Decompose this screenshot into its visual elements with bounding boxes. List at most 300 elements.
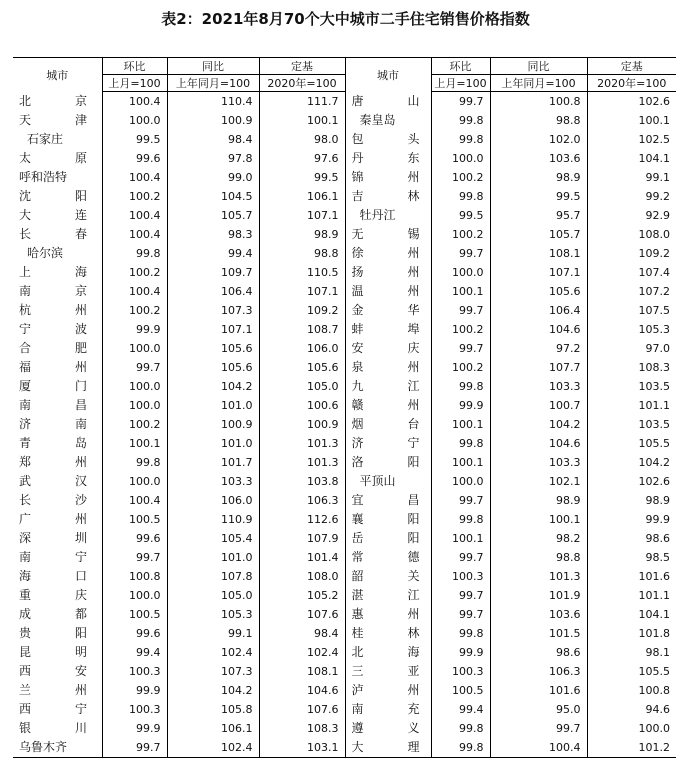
header-base-right: 定基: [587, 58, 676, 75]
base-value-right: 102.6: [587, 472, 676, 491]
base-value-left: 98.8: [259, 244, 345, 263]
base-value-right: 107.4: [587, 263, 676, 282]
base-value-left: 100.6: [259, 396, 345, 415]
base-value-left: 102.4: [259, 643, 345, 662]
table-row: [13, 624, 676, 643]
city-name: 长 春: [19, 227, 87, 241]
yoy-value-left: 97.8: [167, 149, 259, 168]
header-city-left: 城市: [13, 58, 102, 92]
yoy-value-right: 102.1: [490, 472, 587, 491]
yoy-value-right: 106.4: [490, 301, 587, 320]
city-name: 秦皇岛: [359, 113, 396, 127]
yoy-value-right: 100.7: [490, 396, 587, 415]
base-value-left: 107.6: [259, 700, 345, 719]
city-name: 桂 林: [351, 626, 420, 640]
mom-value-right: 99.8: [431, 187, 490, 206]
yoy-value-right: 100.1: [490, 510, 587, 529]
city-cell-right: [345, 491, 431, 510]
city-cell-left: [13, 111, 102, 130]
base-value-left: 101.4: [259, 548, 345, 567]
yoy-value-right: 95.7: [490, 206, 587, 225]
city-cell-left: [13, 586, 102, 605]
base-value-left: 106.0: [259, 339, 345, 358]
city-cell-right: [345, 548, 431, 567]
table-row: [13, 263, 676, 282]
city-cell-right: [345, 605, 431, 624]
yoy-value-left: 110.4: [167, 92, 259, 112]
base-value-right: 104.1: [587, 149, 676, 168]
yoy-value-left: 107.1: [167, 320, 259, 339]
city-name: 韶 关: [351, 569, 420, 583]
city-cell-left: [13, 510, 102, 529]
city-name: 南 京: [19, 284, 87, 298]
city-cell-left: [13, 358, 102, 377]
base-value-left: 97.6: [259, 149, 345, 168]
mom-value-right: 99.8: [431, 624, 490, 643]
city-name: 深 圳: [19, 531, 87, 545]
city-cell-right: [345, 187, 431, 206]
yoy-value-right: 100.4: [490, 738, 587, 758]
city-cell-left: [13, 339, 102, 358]
base-value-left: 99.5: [259, 168, 345, 187]
city-name: 吉 林: [351, 189, 420, 203]
city-cell-left: [13, 624, 102, 643]
city-name: 包 头: [351, 132, 420, 146]
table-row: [13, 92, 676, 112]
page-title: 表2：2021年8月70个大中城市二手住宅销售价格指数: [161, 10, 530, 28]
city-name: 杭 州: [19, 303, 87, 317]
yoy-value-right: 98.2: [490, 529, 587, 548]
city-name: 徐 州: [351, 246, 420, 260]
yoy-value-right: 102.0: [490, 130, 587, 149]
base-value-right: 102.5: [587, 130, 676, 149]
table-row: [13, 567, 676, 586]
yoy-value-right: 101.3: [490, 567, 587, 586]
city-cell-right: [345, 624, 431, 643]
city-name: 赣 州: [351, 398, 420, 412]
city-cell-right: [345, 130, 431, 149]
city-name: 湛 江: [351, 588, 420, 602]
city-cell-right: [345, 92, 431, 112]
mom-value-left: 100.0: [102, 377, 167, 396]
city-cell-left: [13, 320, 102, 339]
yoy-value-right: 97.2: [490, 339, 587, 358]
table-row: [13, 396, 676, 415]
mom-value-right: 99.8: [431, 510, 490, 529]
city-name: 重 庆: [19, 588, 87, 602]
table-row: [13, 700, 676, 719]
city-name: 武 汉: [19, 474, 87, 488]
yoy-value-left: 104.2: [167, 681, 259, 700]
city-name: 宜 昌: [351, 493, 420, 507]
mom-value-left: 100.2: [102, 187, 167, 206]
yoy-value-left: 99.4: [167, 244, 259, 263]
base-value-right: 102.6: [587, 92, 676, 112]
mom-value-right: 100.1: [431, 453, 490, 472]
city-cell-left: [13, 434, 102, 453]
mom-value-left: 99.6: [102, 624, 167, 643]
base-value-right: 103.5: [587, 377, 676, 396]
yoy-value-left: 101.0: [167, 434, 259, 453]
city-cell-left: [13, 149, 102, 168]
yoy-value-right: 104.6: [490, 434, 587, 453]
table-row: [13, 168, 676, 187]
yoy-value-right: 103.3: [490, 377, 587, 396]
city-cell-left: [13, 662, 102, 681]
mom-value-right: 100.2: [431, 320, 490, 339]
yoy-value-right: 107.7: [490, 358, 587, 377]
base-value-right: 105.3: [587, 320, 676, 339]
mom-value-right: 99.7: [431, 586, 490, 605]
city-name: 西 宁: [19, 702, 87, 716]
header-mom-left: 环比: [102, 58, 167, 75]
city-cell-left: [13, 187, 102, 206]
header-row-main: [13, 58, 676, 75]
mom-value-left: 99.8: [102, 453, 167, 472]
mom-value-right: 99.8: [431, 738, 490, 758]
base-value-left: 109.2: [259, 301, 345, 320]
city-name: 洛 阳: [351, 455, 420, 469]
mom-value-right: 100.5: [431, 681, 490, 700]
city-cell-left: [13, 225, 102, 244]
city-name: 温 州: [351, 284, 420, 298]
city-cell-left: [13, 605, 102, 624]
yoy-value-left: 102.4: [167, 643, 259, 662]
base-value-right: 103.5: [587, 415, 676, 434]
yoy-value-right: 103.3: [490, 453, 587, 472]
base-value-left: 100.1: [259, 111, 345, 130]
yoy-value-left: 107.8: [167, 567, 259, 586]
city-name: 蚌 埠: [351, 322, 420, 336]
city-name: 安 庆: [351, 341, 420, 355]
city-cell-right: [345, 586, 431, 605]
city-name: 惠 州: [351, 607, 420, 621]
yoy-value-left: 105.4: [167, 529, 259, 548]
yoy-value-right: 100.8: [490, 92, 587, 112]
yoy-value-right: 105.7: [490, 225, 587, 244]
yoy-value-right: 101.5: [490, 624, 587, 643]
mom-value-left: 100.0: [102, 111, 167, 130]
header-row-sub: [13, 75, 676, 92]
table-row: [13, 320, 676, 339]
yoy-value-left: 101.0: [167, 548, 259, 567]
table-row: [13, 586, 676, 605]
city-cell-left: [13, 491, 102, 510]
city-name: 福 州: [19, 360, 87, 374]
base-value-left: 98.9: [259, 225, 345, 244]
city-name: 海 口: [19, 569, 87, 583]
base-value-right: 99.1: [587, 168, 676, 187]
yoy-value-right: 104.2: [490, 415, 587, 434]
city-name: 丹 东: [351, 151, 420, 165]
yoy-value-right: 105.6: [490, 282, 587, 301]
city-cell-left: [13, 301, 102, 320]
city-name: 成 都: [19, 607, 87, 621]
mom-value-left: 99.6: [102, 529, 167, 548]
city-cell-right: [345, 453, 431, 472]
base-value-right: 100.8: [587, 681, 676, 700]
yoy-value-right: 98.8: [490, 548, 587, 567]
city-cell-right: [345, 377, 431, 396]
base-value-left: 105.6: [259, 358, 345, 377]
base-value-left: 107.9: [259, 529, 345, 548]
header-yoy-sub-left: 上年同月=100: [167, 75, 259, 92]
yoy-value-right: 103.6: [490, 149, 587, 168]
mom-value-right: 99.8: [431, 130, 490, 149]
mom-value-left: 99.4: [102, 643, 167, 662]
city-name: 广 州: [19, 512, 87, 526]
city-name: 昆 明: [19, 645, 87, 659]
city-cell-left: [13, 681, 102, 700]
city-cell-right: [345, 168, 431, 187]
yoy-value-left: 102.4: [167, 738, 259, 758]
city-cell-right: [345, 510, 431, 529]
yoy-value-left: 104.5: [167, 187, 259, 206]
base-value-right: 105.5: [587, 662, 676, 681]
mom-value-left: 100.8: [102, 567, 167, 586]
yoy-value-right: 108.1: [490, 244, 587, 263]
city-cell-right: [345, 681, 431, 700]
yoy-value-left: 103.3: [167, 472, 259, 491]
yoy-value-left: 99.1: [167, 624, 259, 643]
city-cell-right: [345, 339, 431, 358]
mom-value-left: 100.2: [102, 301, 167, 320]
table-row: [13, 548, 676, 567]
city-name: 石家庄: [27, 132, 64, 146]
mom-value-left: 100.4: [102, 206, 167, 225]
city-name: 太 原: [19, 151, 87, 165]
table-row: [13, 225, 676, 244]
yoy-value-left: 106.1: [167, 719, 259, 738]
city-name: 宁 波: [19, 322, 87, 336]
yoy-value-right: 99.7: [490, 719, 587, 738]
base-value-left: 110.5: [259, 263, 345, 282]
city-name: 西 安: [19, 664, 87, 678]
mom-value-right: 100.0: [431, 263, 490, 282]
header-yoy-right: 同比: [490, 58, 587, 75]
base-value-left: 107.1: [259, 206, 345, 225]
city-name: 兰 州: [19, 683, 87, 697]
city-name: 南 充: [351, 702, 420, 716]
city-name: 沈 阳: [19, 189, 87, 203]
city-name: 厦 门: [19, 379, 87, 393]
mom-value-left: 100.5: [102, 605, 167, 624]
city-name: 无 锡: [351, 227, 420, 241]
city-name: 大 理: [351, 740, 420, 754]
header-mom-sub-right: 上月=100: [431, 75, 490, 92]
yoy-value-right: 101.6: [490, 681, 587, 700]
table-row: [13, 358, 676, 377]
base-value-right: 97.0: [587, 339, 676, 358]
base-value-left: 103.8: [259, 472, 345, 491]
base-value-right: 98.5: [587, 548, 676, 567]
table-row: [13, 187, 676, 206]
city-name: 扬 州: [351, 265, 420, 279]
city-name: 济 南: [19, 417, 87, 431]
table-row: [13, 643, 676, 662]
table-row: [13, 510, 676, 529]
base-value-left: 106.1: [259, 187, 345, 206]
mom-value-left: 100.4: [102, 282, 167, 301]
city-cell-left: [13, 700, 102, 719]
city-cell-right: [345, 719, 431, 738]
city-name: 三 亚: [351, 664, 420, 678]
base-value-right: 109.2: [587, 244, 676, 263]
mom-value-right: 99.8: [431, 719, 490, 738]
base-value-left: 108.0: [259, 567, 345, 586]
yoy-value-right: 98.9: [490, 168, 587, 187]
city-cell-right: [345, 700, 431, 719]
yoy-value-left: 100.9: [167, 415, 259, 434]
mom-value-right: 99.8: [431, 377, 490, 396]
city-name: 襄 阳: [351, 512, 420, 526]
city-name: 泸 州: [351, 683, 420, 697]
base-value-right: 108.0: [587, 225, 676, 244]
city-name: 济 宁: [351, 436, 420, 450]
base-value-left: 106.3: [259, 491, 345, 510]
header-city-right: 城市: [345, 58, 431, 92]
yoy-value-right: 103.6: [490, 605, 587, 624]
mom-value-right: 100.1: [431, 415, 490, 434]
city-cell-right: [345, 415, 431, 434]
mom-value-left: 100.0: [102, 586, 167, 605]
price-index-table: [13, 57, 676, 758]
base-value-right: 92.9: [587, 206, 676, 225]
mom-value-right: 99.7: [431, 301, 490, 320]
city-name: 北 海: [351, 645, 420, 659]
city-cell-right: [345, 643, 431, 662]
mom-value-left: 100.4: [102, 491, 167, 510]
yoy-value-left: 106.4: [167, 282, 259, 301]
city-cell-left: [13, 529, 102, 548]
base-value-left: 104.6: [259, 681, 345, 700]
city-name: 唐 山: [351, 93, 420, 108]
city-name: 郑 州: [19, 455, 87, 469]
base-value-right: 98.9: [587, 491, 676, 510]
base-value-left: 105.2: [259, 586, 345, 605]
header-base-sub-right: 2020年=100: [587, 75, 676, 92]
city-name: 长 沙: [19, 493, 87, 507]
base-value-right: 101.1: [587, 396, 676, 415]
table-row: [13, 339, 676, 358]
table-row: [13, 681, 676, 700]
city-name: 南 昌: [19, 398, 87, 412]
city-cell-left: [13, 282, 102, 301]
header-base-left: 定基: [259, 58, 345, 75]
mom-value-left: 100.4: [102, 92, 167, 112]
city-name: 牡丹江: [359, 208, 396, 222]
yoy-value-right: 98.9: [490, 491, 587, 510]
table-row: [13, 206, 676, 225]
header-base-sub-left: 2020年=100: [259, 75, 345, 92]
city-name: 泉 州: [351, 360, 420, 374]
mom-value-right: 99.8: [431, 111, 490, 130]
header-yoy-left: 同比: [167, 58, 259, 75]
yoy-value-right: 99.5: [490, 187, 587, 206]
base-value-right: 98.6: [587, 529, 676, 548]
city-cell-left: [13, 92, 102, 112]
city-cell-left: [13, 738, 102, 758]
mom-value-left: 100.2: [102, 415, 167, 434]
city-name: 大 连: [19, 208, 87, 222]
yoy-value-left: 105.0: [167, 586, 259, 605]
base-value-right: 101.8: [587, 624, 676, 643]
base-value-right: 99.2: [587, 187, 676, 206]
city-name: 呼和浩特: [19, 170, 68, 184]
base-value-right: 104.1: [587, 605, 676, 624]
city-name: 锦 州: [351, 170, 420, 184]
city-cell-left: [13, 472, 102, 491]
yoy-value-left: 107.3: [167, 301, 259, 320]
mom-value-right: 99.9: [431, 643, 490, 662]
base-value-right: 94.6: [587, 700, 676, 719]
city-name: 九 江: [351, 379, 420, 393]
table-row: [13, 491, 676, 510]
table-row: [13, 301, 676, 320]
city-cell-left: [13, 377, 102, 396]
yoy-value-left: 98.4: [167, 130, 259, 149]
mom-value-left: 99.5: [102, 130, 167, 149]
city-cell-right: [345, 434, 431, 453]
mom-value-right: 100.0: [431, 149, 490, 168]
city-cell-right: [345, 738, 431, 758]
city-cell-right: [345, 282, 431, 301]
yoy-value-left: 98.3: [167, 225, 259, 244]
yoy-value-left: 101.0: [167, 396, 259, 415]
city-name: 遵 义: [351, 721, 420, 735]
city-name: 平顶山: [359, 474, 396, 488]
city-name: 常 德: [351, 550, 420, 564]
mom-value-right: 100.3: [431, 662, 490, 681]
mom-value-left: 100.2: [102, 263, 167, 282]
yoy-value-left: 106.0: [167, 491, 259, 510]
city-cell-left: [13, 415, 102, 434]
yoy-value-left: 105.6: [167, 339, 259, 358]
city-name: 北 京: [19, 93, 87, 108]
mom-value-right: 99.7: [431, 548, 490, 567]
yoy-value-right: 98.8: [490, 111, 587, 130]
table-row: [13, 434, 676, 453]
city-cell-right: [345, 567, 431, 586]
mom-value-right: 99.7: [431, 339, 490, 358]
mom-value-left: 99.7: [102, 358, 167, 377]
city-cell-left: [13, 453, 102, 472]
city-name: 金 华: [351, 303, 420, 317]
city-cell-left: [13, 130, 102, 149]
table-row: [13, 719, 676, 738]
mom-value-right: 99.7: [431, 92, 490, 112]
city-name: 上 海: [19, 265, 87, 279]
base-value-right: 99.9: [587, 510, 676, 529]
base-value-left: 101.3: [259, 434, 345, 453]
base-value-left: 100.9: [259, 415, 345, 434]
city-cell-left: [13, 719, 102, 738]
table-row: [13, 149, 676, 168]
mom-value-right: 99.9: [431, 396, 490, 415]
mom-value-left: 100.4: [102, 225, 167, 244]
table-row: [13, 662, 676, 681]
header-mom-sub-left: 上月=100: [102, 75, 167, 92]
base-value-left: 107.6: [259, 605, 345, 624]
table-row: [13, 529, 676, 548]
city-cell-right: [345, 358, 431, 377]
mom-value-left: 99.7: [102, 548, 167, 567]
table-row: [13, 472, 676, 491]
mom-value-left: 100.0: [102, 472, 167, 491]
base-value-left: 108.1: [259, 662, 345, 681]
yoy-value-left: 101.7: [167, 453, 259, 472]
yoy-value-right: 101.9: [490, 586, 587, 605]
